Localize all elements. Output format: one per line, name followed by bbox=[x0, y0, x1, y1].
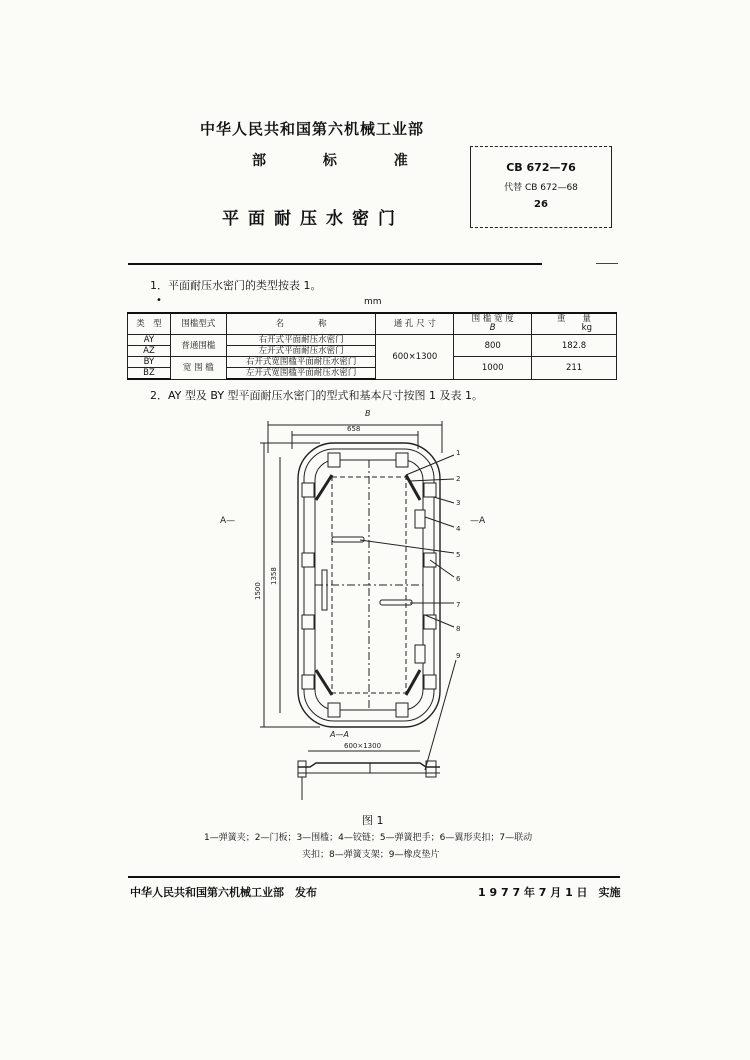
cell-name: 左开式宽围槛平面耐压水密门 bbox=[226, 368, 376, 380]
link-bar bbox=[406, 475, 420, 500]
callout-3: 3 bbox=[456, 499, 461, 507]
dim-1500-label: 1500 bbox=[254, 582, 262, 600]
section-mark-right: —A bbox=[470, 516, 486, 526]
link-bar bbox=[406, 670, 420, 695]
cell-weight: 182.8 bbox=[532, 335, 617, 357]
header-weight bbox=[532, 313, 617, 335]
standard-code: CB 672—76 bbox=[506, 161, 576, 174]
clamp bbox=[328, 703, 340, 717]
clamp bbox=[302, 675, 314, 689]
table-row bbox=[128, 335, 617, 346]
callout-9: 9 bbox=[456, 652, 461, 660]
table-header-row bbox=[128, 313, 617, 335]
header-rule bbox=[128, 263, 542, 265]
dim-1358-label: 1358 bbox=[270, 567, 278, 585]
stray-dot: • bbox=[156, 295, 162, 306]
type-table bbox=[127, 312, 617, 380]
header-rule-tail bbox=[596, 263, 618, 264]
document-title: 平面耐压水密门 bbox=[222, 209, 404, 229]
page-number: 26 bbox=[534, 199, 548, 210]
footer-date: 1 9 7 7 年 7 月 1 日 实施 bbox=[478, 886, 621, 899]
cell-weight: 211 bbox=[532, 357, 617, 380]
section-2-text: 2．AY 型及 BY 型平面耐压水密门的型式和基本尺寸按图 1 及表 1。 bbox=[150, 389, 484, 402]
cell-type: BY bbox=[128, 357, 171, 368]
callout-4: 4 bbox=[456, 525, 461, 533]
footer-issuer: 中华人民共和国第六机械工业部 发布 bbox=[130, 886, 317, 899]
callout-8: 8 bbox=[456, 625, 461, 633]
clamp bbox=[396, 453, 408, 467]
section-1-text: 1．平面耐压水密门的类型按表 1。 bbox=[150, 279, 322, 292]
section-profile bbox=[298, 763, 440, 767]
clamp bbox=[424, 483, 436, 497]
section-mark-left: A— bbox=[220, 516, 236, 526]
header-width-label: 围 槛 宽 度 bbox=[471, 314, 514, 324]
cell-type: AY bbox=[128, 335, 171, 346]
door-drawing bbox=[220, 405, 490, 810]
header-width bbox=[454, 313, 532, 335]
header-opening: 通 孔 尺 寸 bbox=[376, 313, 454, 335]
standard-type: 部 标 准 bbox=[252, 153, 434, 169]
cell-sill: 普通围槛 bbox=[170, 335, 226, 357]
table-unit: mm bbox=[364, 297, 382, 307]
legend-line-1: 1—弹簧夹；2—门板；3—围槛；4—铰链；5—弹簧把手；6—翼形夹扣；7—联动 bbox=[204, 833, 533, 843]
callouts bbox=[360, 449, 461, 770]
spring-handle bbox=[332, 537, 364, 542]
header-sill: 围槛型式 bbox=[170, 313, 226, 335]
header-weight-unit: kg bbox=[581, 323, 592, 333]
clamp bbox=[396, 703, 408, 717]
cell-name: 左开式平面耐压水密门 bbox=[226, 346, 376, 357]
link-bar bbox=[316, 475, 332, 500]
cell-name: 右开式平面耐压水密门 bbox=[226, 335, 376, 346]
section-dim-label: 600×1300 bbox=[344, 742, 382, 750]
clamp bbox=[302, 483, 314, 497]
cell-sill: 宽 围 槛 bbox=[170, 357, 226, 380]
callout-7: 7 bbox=[456, 601, 461, 609]
callout-1: 1 bbox=[456, 449, 461, 457]
dim-b-label: B bbox=[365, 409, 371, 418]
callout-5: 5 bbox=[456, 551, 461, 559]
ministry-name: 中华人民共和国第六机械工业部 bbox=[200, 120, 425, 138]
standard-code-box bbox=[470, 146, 612, 228]
footer-rule bbox=[128, 876, 620, 878]
clamp bbox=[302, 553, 314, 567]
cell-name: 右开式宽围槛平面耐压水密门 bbox=[226, 357, 376, 368]
callout-6: 6 bbox=[456, 575, 461, 583]
section-sill-right bbox=[426, 761, 436, 777]
table-row bbox=[128, 357, 617, 368]
cell-type: BZ bbox=[128, 368, 171, 380]
dim-658-label: 658 bbox=[347, 425, 361, 433]
header-type: 类 型 bbox=[128, 313, 171, 335]
header-weight-label: 重 量 bbox=[557, 314, 592, 324]
linkage-rod bbox=[322, 570, 327, 610]
clamp bbox=[424, 675, 436, 689]
section-sill-left bbox=[298, 761, 306, 777]
cell-width: 800 bbox=[454, 335, 532, 357]
cell-width: 1000 bbox=[454, 357, 532, 380]
cell-opening: 600×1300 bbox=[376, 335, 454, 380]
legend-line-2: 夹扣；8—弹簧支架；9—橡皮垫片 bbox=[302, 850, 440, 860]
clamp bbox=[328, 453, 340, 467]
callout-2: 2 bbox=[456, 475, 461, 483]
linkage-handle bbox=[380, 600, 412, 605]
cell-type: AZ bbox=[128, 346, 171, 357]
link-bar bbox=[316, 670, 332, 695]
hinge bbox=[415, 645, 425, 663]
section-title: A—A bbox=[330, 730, 349, 739]
hinge bbox=[415, 510, 425, 528]
clamp bbox=[302, 615, 314, 629]
header-name: 名 称 bbox=[226, 313, 376, 335]
replaces-note: 代替 CB 672—68 bbox=[504, 183, 578, 193]
figure-caption: 图 1 bbox=[362, 814, 384, 827]
header-width-symbol: B bbox=[489, 323, 496, 333]
